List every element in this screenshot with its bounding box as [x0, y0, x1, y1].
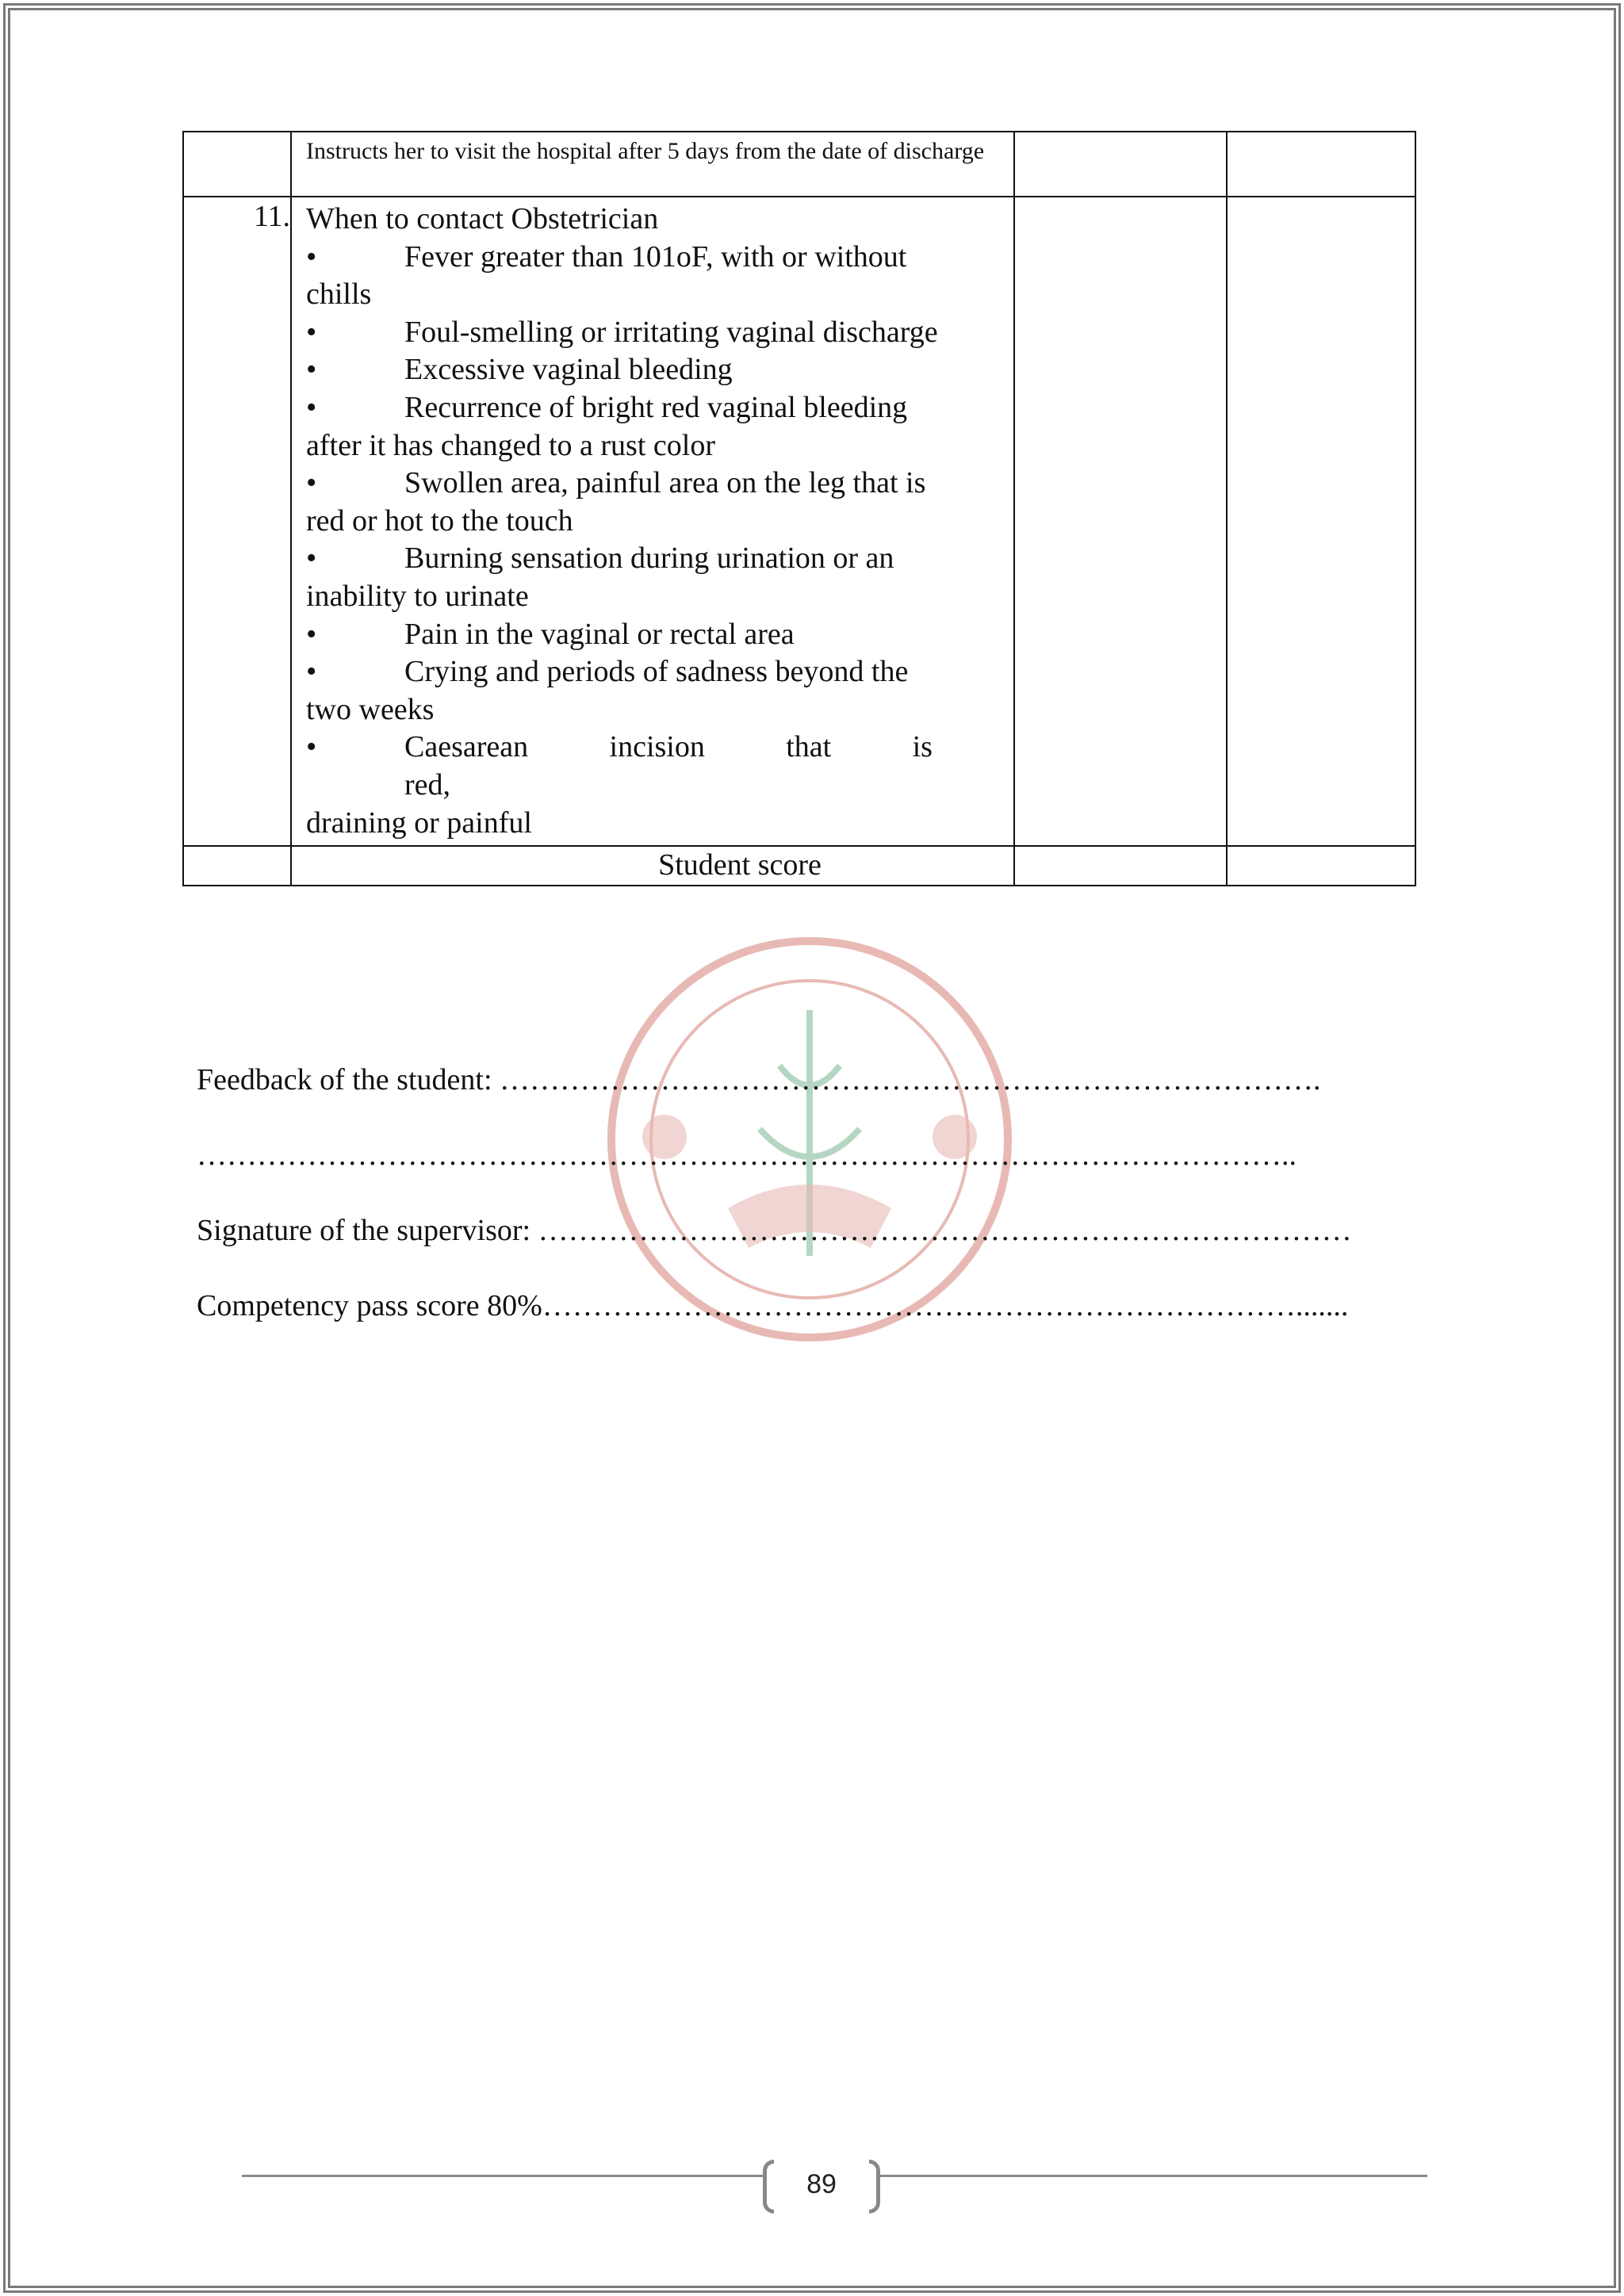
justified-word: is [912, 730, 933, 764]
bullet-dot: • [306, 730, 317, 764]
list-item [306, 239, 996, 277]
bullet-dot: • [306, 655, 317, 689]
bullet-dot: • [306, 315, 317, 349]
bullet-dot: • [306, 390, 317, 424]
step-title: When to contact Obstetrician [306, 202, 659, 235]
justified-word: incision [609, 730, 705, 764]
footer-rule-right [876, 2175, 1427, 2177]
list-item-text: Foul-smelling or irritating vaginal discharge [404, 315, 938, 349]
justified-words [404, 729, 996, 767]
justified-word: Caesarean [404, 730, 529, 764]
list-item-text: Swollen area, painful area on the leg that is [404, 466, 926, 500]
competency-field[interactable]: …………………………………………………………………....... [542, 1289, 1349, 1322]
score-cell-b [1227, 846, 1415, 886]
footer-rule-left [242, 2175, 765, 2177]
checklist-table [182, 131, 1416, 886]
bullet-list [306, 239, 996, 729]
list-item-text: Pain in the vaginal or rectal area [404, 617, 795, 651]
justified-word: that [786, 730, 832, 764]
list-item-indent: red, [404, 767, 451, 802]
score-cell-b [1227, 132, 1415, 197]
step-text: Instructs her to visit the hospital after 5 days from the date of discharge [306, 138, 985, 164]
score-cell-a [1014, 132, 1227, 197]
table-row [183, 132, 1415, 197]
list-item-continuation: draining or painful [306, 806, 532, 840]
table-row [183, 197, 1415, 846]
signature-label: Signature of the supervisor: [197, 1214, 538, 1247]
list-item [306, 653, 996, 691]
feedback-field[interactable]: ………………………………………………………………………. [500, 1063, 1321, 1096]
list-item-continuation: chills [306, 277, 372, 312]
list-item-text: Burning sensation during urination or an [404, 541, 894, 576]
list-item [306, 389, 996, 427]
bullet-dot: • [306, 353, 317, 387]
list-item [306, 314, 996, 352]
bullet-dot: • [306, 239, 317, 274]
list-item-text: Fever greater than 101oF, with or without [404, 239, 907, 274]
step-cell [291, 197, 1014, 846]
bullet-dot: • [306, 466, 317, 500]
page-number: 89 [806, 2169, 837, 2199]
list-item [306, 540, 996, 578]
feedback-line [197, 1062, 1321, 1097]
competency-line [197, 1288, 1348, 1323]
number-cell [183, 132, 291, 197]
step-cell [291, 132, 1014, 197]
list-item-continuation: after it has changed to a rust color [306, 428, 715, 462]
step-number: 11. [253, 200, 290, 233]
signature-field[interactable]: ……………………………………………………………………… [538, 1214, 1352, 1247]
list-item [306, 616, 996, 654]
list-item-text: Crying and periods of sadness beyond the [404, 655, 909, 689]
feedback-label: Feedback of the student: [197, 1063, 500, 1096]
page-number-bracket-left [763, 2160, 774, 2214]
score-cell-a [1014, 197, 1227, 846]
blank-line[interactable]: ……………………………………………………………………………………………….. [197, 1138, 1297, 1172]
list-item [306, 465, 996, 503]
list-item-text: Excessive vaginal bleeding [404, 353, 733, 387]
student-score-label: Student score [291, 846, 1014, 886]
signature-line [197, 1213, 1352, 1248]
list-item-text: Recurrence of bright red vaginal bleeding [404, 390, 908, 424]
number-cell [183, 197, 291, 846]
page-number-bracket-right [869, 2160, 880, 2214]
list-item-continuation: red or hot to the touch [306, 503, 573, 538]
number-cell [183, 846, 291, 886]
table-row [183, 846, 1415, 886]
score-cell-a [1014, 846, 1227, 886]
bullet-dot: • [306, 541, 317, 576]
list-item [306, 351, 996, 389]
bullet-dot: • [306, 617, 317, 651]
list-item-continuation: two weeks [306, 692, 435, 726]
list-item [306, 729, 996, 767]
score-cell-b [1227, 197, 1415, 846]
list-item-continuation: inability to urinate [306, 579, 529, 613]
competency-label: Competency pass score 80% [197, 1289, 542, 1322]
